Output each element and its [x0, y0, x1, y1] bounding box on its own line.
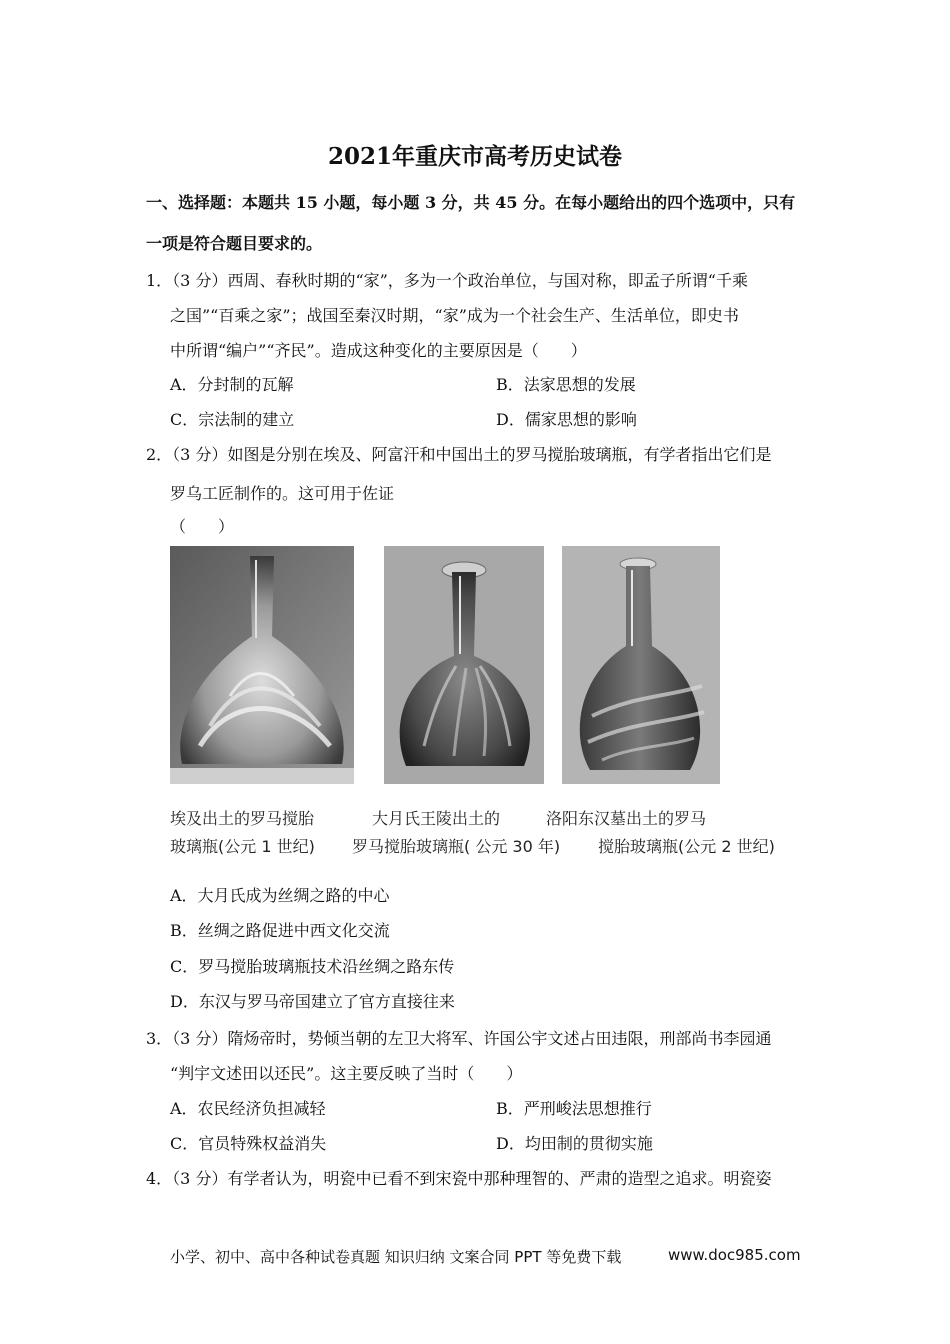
q1-stem-line-1: 1．（3 分）西周、春秋时期的“家”，多为一个政治单位，与国对称，即孟子所谓“千乘 [146, 271, 748, 290]
caption-egypt-line-1: 埃及出土的罗马搅胎 [170, 809, 315, 828]
q2-option-b: B．丝绸之路促进中西文化交流 [170, 921, 390, 940]
q3-option-c: C．官员特殊权益消失 [170, 1134, 327, 1153]
q2-option-a: A．大月氏成为丝绸之路的中心 [170, 886, 390, 905]
glass-bottle-photos [170, 546, 720, 786]
q4-stem-line-1: 4．（3 分）有学者认为，明瓷中已看不到宋瓷中那种理智的、严肃的造型之追求。明瓷姿 [146, 1169, 772, 1188]
page-title: 2021年重庆市高考历史试卷 [327, 143, 622, 170]
q1-option-d: D．儒家思想的影响 [496, 410, 637, 429]
q3-stem-line-1: 3．（3 分）隋炀帝时，势倾当朝的左卫大将军、许国公宇文述占田违限，刑部尚书李园通 [146, 1029, 772, 1048]
q3-option-d: D．均田制的贯彻实施 [496, 1134, 653, 1153]
egypt-bottle-photo [170, 546, 354, 784]
q2-stem-line-3: （ ） [170, 517, 235, 536]
q1-stem-line-2: 之国”“百乘之家”；战国至秦汉时期，“家”成为一个社会生产、生活单位，即史书 [170, 306, 739, 325]
q3-option-b: B．严刑峻法思想推行 [496, 1099, 652, 1118]
luoyang-bottle-photo [562, 546, 720, 784]
footer-text: 小学、初中、高中各种试卷真题 知识归纳 文案合同 PPT 等免费下载 [170, 1248, 622, 1266]
caption-egypt-line-2: 玻璃瓶(公元 1 世纪) [170, 837, 315, 856]
q2-option-d: D．东汉与罗马帝国建立了官方直接往来 [170, 992, 455, 1011]
q3-stem-line-2: “判宇文述田以还民”。这主要反映了当时（ ） [170, 1064, 523, 1083]
q1-option-a: A．分封制的瓦解 [170, 375, 294, 394]
caption-luoyang-line-1: 洛阳东汉墓出土的罗马 [546, 809, 707, 828]
afghanistan-bottle-photo [384, 546, 544, 784]
footer-url[interactable]: www.doc985.com [668, 1246, 801, 1264]
caption-afghanistan-line-2: 罗马搅胎玻璃瓶( 公元 30 年) [352, 837, 561, 856]
section-heading-line-2: 一项是符合题目要求的。 [146, 234, 323, 253]
q3-option-a: A．农民经济负担减轻 [170, 1099, 326, 1118]
q2-stem-line-1: 2．（3 分）如图是分别在埃及、阿富汗和中国出土的罗马搅胎玻璃瓶，有学者指出它们是 [146, 445, 772, 464]
q2-option-c: C．罗马搅胎玻璃瓶技术沿丝绸之路东传 [170, 957, 455, 976]
q1-option-b: B．法家思想的发展 [496, 375, 636, 394]
q1-stem-line-3: 中所谓“编户”“齐民”。造成这种变化的主要原因是（ ） [170, 341, 587, 360]
caption-afghanistan-line-1: 大月氏王陵出土的 [372, 809, 501, 828]
q1-option-c: C．宗法制的建立 [170, 410, 295, 429]
caption-luoyang-line-2: 搅胎玻璃瓶(公元 2 世纪) [598, 837, 775, 856]
section-heading-line-1: 一、选择题：本题共 15 小题，每小题 3 分，共 45 分。在每小题给出的四个选项中，只有 [146, 193, 796, 212]
q2-stem-line-2: 罗乌工匠制作的。这可用于佐证 [170, 484, 395, 503]
